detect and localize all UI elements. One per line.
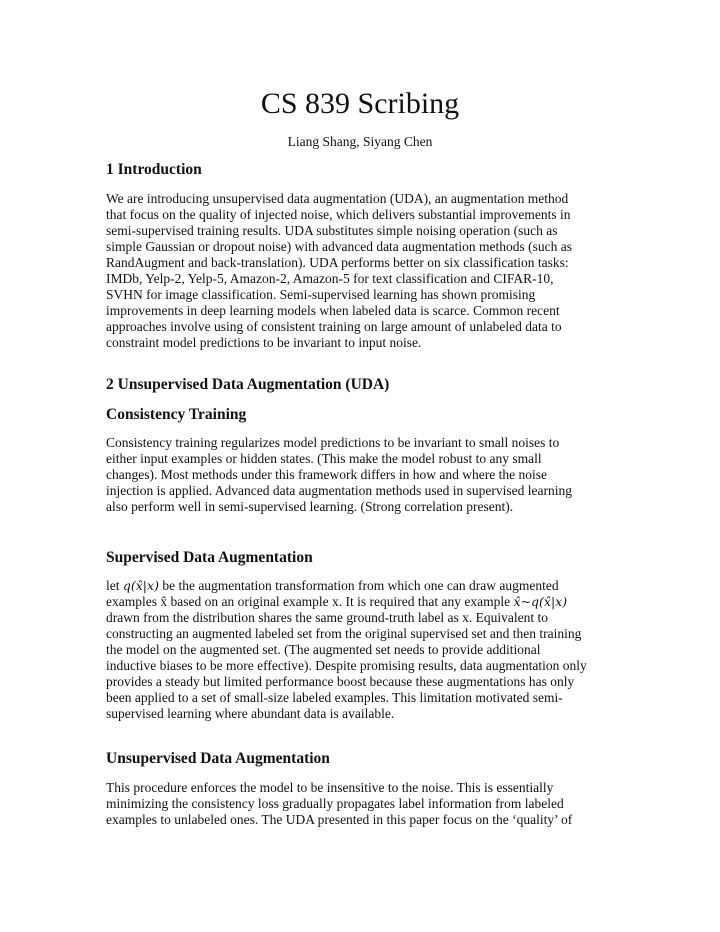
- text-line: been applied to a set of small-size labeled examples. This limitation motivated semi-: [106, 690, 563, 705]
- text-line: [106, 578, 616, 594]
- text-line: constraint model predictions to be invariant to input noise.: [106, 335, 422, 350]
- text-line: simple Gaussian or dropout noise) with advanced data augmentation methods (such as: [106, 239, 573, 254]
- text-line: Consistency training regularizes model predictions to be invariant to small noises to: [106, 435, 560, 450]
- text-line: improvements in deep learning models when labeled data is scarce. Common recent: [106, 303, 560, 318]
- text-line: supervised learning where abundant data is available.: [106, 706, 395, 721]
- text-line: [106, 594, 616, 610]
- paragraph-introduction: [106, 191, 616, 351]
- text-fragment: examples x̂ based on an original example x. It is required that any example: [106, 594, 514, 609]
- text-fragment: be the augmentation transformation from which one can draw augmented: [158, 578, 559, 593]
- heading-uda: 2 Unsupervised Data Augmentation (UDA): [106, 376, 390, 393]
- text-line: that focus on the quality of injected noise, which delivers substantial improvements in: [106, 207, 571, 222]
- text-line: This procedure enforces the model to be insensitive to the noise. This is essentially: [106, 780, 554, 795]
- math-formula: q(x̂|x): [122, 578, 159, 593]
- text-line: changes). Most methods under this framework differs in how and where the noise: [106, 467, 548, 482]
- text-line: SVHN for image classification. Semi-supervised learning has shown promising: [106, 287, 536, 302]
- paragraph-unsupervised-augmentation: [106, 780, 616, 828]
- text-line: inductive biases to be more effective). Despite promising results, data augmentation only: [106, 658, 587, 673]
- paragraph-consistency-training: [106, 435, 616, 515]
- math-formula: x̂~q(x̂|x): [513, 594, 568, 609]
- text-line: also perform well in semi-supervised learning. (Strong correlation present).: [106, 499, 514, 514]
- text-fragment: let: [106, 578, 123, 593]
- heading-introduction: 1 Introduction: [106, 161, 202, 178]
- heading-consistency-training: Consistency Training: [106, 406, 247, 423]
- text-line: examples to unlabeled ones. The UDA presented in this paper focus on the ‘quality’ of: [106, 812, 573, 827]
- heading-unsupervised-augmentation: Unsupervised Data Augmentation: [106, 750, 330, 767]
- text-line: constructing an augmented labeled set from the original supervised set and then training: [106, 626, 582, 641]
- text-line: We are introducing unsupervised data augmentation (UDA), an augmentation method: [106, 191, 569, 206]
- text-line: semi-supervised training results. UDA substitutes simple noising operation (such as: [106, 223, 558, 238]
- text-line: minimizing the consistency loss gradually propagates label information from labeled: [106, 796, 564, 811]
- heading-supervised-augmentation: Supervised Data Augmentation: [106, 549, 313, 566]
- page-title: CS 839 Scribing: [260, 87, 460, 120]
- text-line: either input examples or hidden states. (This make the model robust to any small: [106, 451, 542, 466]
- paragraph-supervised-augmentation: [106, 578, 616, 722]
- text-line: drawn from the distribution shares the same ground-truth label as x. Equivalent to: [106, 610, 549, 625]
- text-line: the model on the augmented set. (The augmented set needs to provide additional: [106, 642, 541, 657]
- text-line: IMDb, Yelp-2, Yelp-5, Amazon-2, Amazon-5 for text classification and CIFAR-10,: [106, 271, 554, 286]
- text-line: RandAugment and back-translation). UDA performs better on six classification tasks:: [106, 255, 569, 270]
- text-line: provides a steady but limited performance boost because these augmentations has only: [106, 674, 575, 689]
- authors: Liang Shang, Siyang Chen: [287, 134, 433, 149]
- text-line: approaches involve using of consistent training on large amount of unlabeled data to: [106, 319, 562, 334]
- text-line: injection is applied. Advanced data augmentation methods used in supervised learning: [106, 483, 573, 498]
